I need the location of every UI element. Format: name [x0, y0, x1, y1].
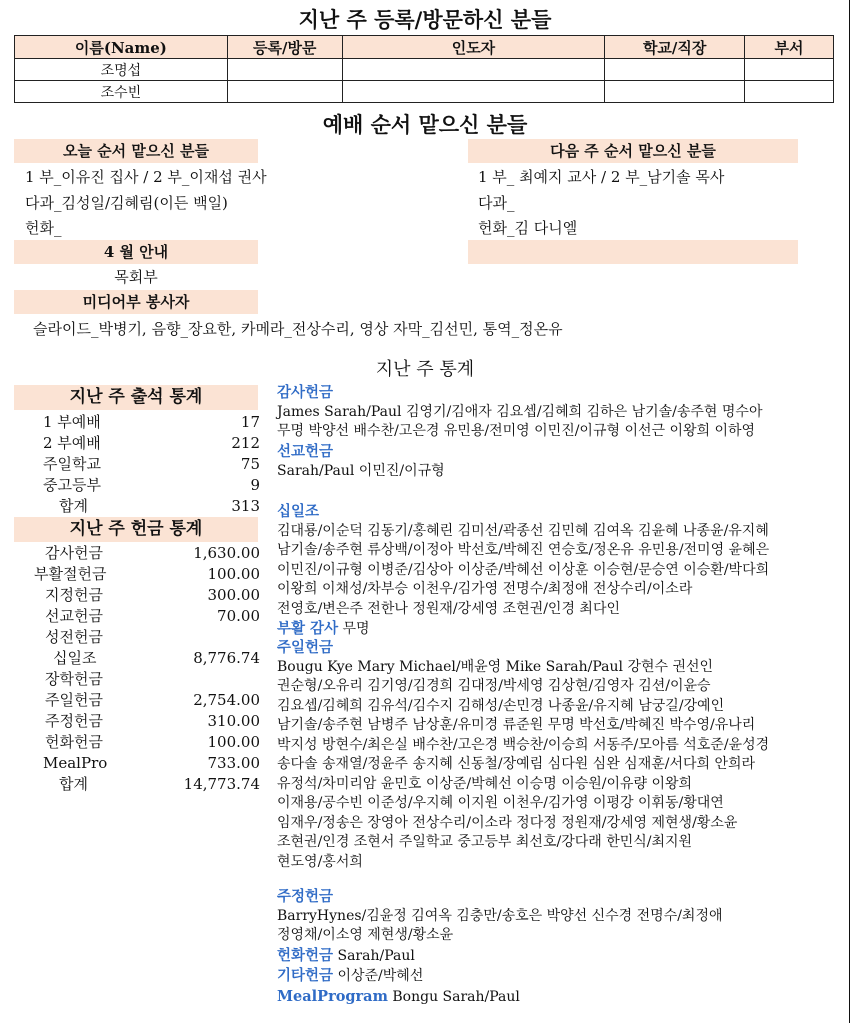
header-name: 이름(Name) [15, 36, 228, 59]
table-cell [605, 59, 745, 81]
flower-label: 헌화헌금 [277, 946, 334, 964]
offering-row [45, 543, 260, 564]
donor-line: 박지성 방현수/최은실 배수찬/고은경 백승찬/이승희 서동주/모아름 석호준/윤성경 [277, 736, 770, 753]
header-register-visit: 등록/방문 [227, 36, 342, 59]
mission-block [277, 442, 847, 481]
offering-value: 733.00 [207, 754, 260, 772]
offering-value: 2,754.00 [193, 691, 260, 709]
donor-line: 이민진/이규형 이병준/김상아 이상준/박혜선 이상훈 이승현/문승연 이승환/박다희 [277, 561, 770, 578]
offering-row [45, 711, 260, 732]
table-cell [227, 81, 342, 103]
offering-label: 주일헌금 [45, 691, 103, 709]
attendance-label: 합계 [59, 497, 88, 515]
donor-line: James Sarah/Paul 김영기/김애자 김요셉/김혜희 김하은 남기솔/송주현 명수아 [277, 403, 763, 420]
worship-title: 예배 순서 맡으신 분들 [322, 112, 528, 137]
donor-line: BarryHynes/김윤정 김여옥 김충만/송호은 박양선 신수경 전명수/최정애 [277, 907, 723, 924]
today-line-2: 다과_김성일/김혜림(이든 백일) [25, 194, 228, 212]
table-header-row [15, 36, 834, 59]
offering-total-row [59, 774, 260, 795]
other-label: 기타헌금 [277, 967, 334, 984]
table-cell [745, 59, 834, 81]
attendance-value: 9 [250, 476, 260, 494]
stats-title: 지난 주 통계 [375, 359, 475, 380]
attendance-row [43, 454, 260, 475]
offering-row [45, 606, 260, 627]
offering-value: 8,776.74 [193, 649, 260, 667]
donor-line: 김대룡/이순덕 김동기/홍혜린 김미선/곽종선 김민혜 김여옥 김윤혜 나종윤/유지혜 [277, 522, 769, 539]
table-cell [342, 59, 605, 81]
thanks-block [277, 383, 847, 442]
registration-table [14, 35, 834, 103]
donor-line: 정영채/이소영 제현생/황소윤 [277, 927, 454, 943]
today-line-1: 1 부_이유진 집사 / 2 부_이재섭 권사 [25, 168, 267, 186]
table-cell [745, 81, 834, 103]
offering-row [45, 627, 260, 648]
donor-line: 임재우/정송은 장영아 전상수리/이소라 정다정 정원재/강세영 제현생/황소윤 [277, 814, 738, 831]
table-row [15, 59, 834, 81]
attendance-total-row [59, 496, 260, 517]
meal-label: MealProgram [277, 987, 388, 1005]
offering-label: 지정헌금 [45, 586, 103, 604]
attendance-label: 주일학교 [43, 455, 101, 473]
attendance-value: 17 [240, 413, 260, 431]
donor-line: Bougu Kye Mary Michael/배윤영 Mike Sarah/Paul 강현수 권선인 [277, 658, 714, 675]
donor-line: 권순형/오유리 김기영/김경희 김대정/박세영 김상현/김영자 김션/이윤승 [277, 678, 711, 694]
april-header: 4 월 안내 [14, 240, 258, 264]
offering-label: MealPro [43, 754, 108, 772]
sunday-label: 주일헌금 [277, 639, 334, 656]
today-line-3: 헌화_ [25, 219, 62, 237]
offering-label: 헌화헌금 [45, 733, 103, 751]
offering-row [45, 669, 260, 690]
donor-line: 무명 [342, 621, 370, 637]
donor-line: 전영호/변은주 전한나 정원재/강세영 조현권/인경 최다인 [277, 600, 621, 617]
offering-value: 14,773.74 [183, 775, 260, 793]
offering-row [53, 648, 260, 669]
sunday-block [277, 638, 847, 872]
next-line-3: 헌화_김 다니엘 [478, 219, 578, 237]
attendance-row [43, 412, 260, 433]
easter-label: 부활 감사 [277, 620, 339, 637]
attendance-value: 212 [231, 434, 260, 452]
other-line [277, 966, 847, 987]
offering-row [45, 585, 260, 606]
table-cell [342, 81, 605, 103]
donor-line: 무명 박양선 배수찬/고은경 유민용/전미영 이민진/이규형 이선근 이왕희 이하영 [277, 423, 756, 439]
today-header: 오늘 순서 맡으신 분들 [14, 139, 258, 163]
donor-line: 남기솔/송주현 남병주 남상훈/유미경 류준원 무명 박선호/박혜진 박수영/유나리 [277, 717, 756, 733]
donor-line: 이재용/공수빈 이준성/우지혜 이지원 이천우/김가영 이평강 이휘동/황대연 [277, 795, 724, 811]
designated-label: 주정헌금 [277, 888, 334, 905]
donor-line: 유정석/차미리암 윤민호 이상준/박혜선 이승명 이승원/이유량 이왕희 [277, 775, 693, 792]
table-row [15, 81, 834, 103]
offering-label: 선교헌금 [45, 607, 103, 625]
offering-label: 감사헌금 [45, 544, 103, 562]
attendance-header: 지난 주 출석 통계 [14, 385, 258, 410]
offering-value: 70.00 [217, 607, 260, 625]
designated-block [277, 887, 847, 1007]
attendance-label: 1 부예배 [43, 413, 101, 431]
table-cell [605, 81, 745, 103]
donor-line: 이왕희 이채성/차부승 이천우/김가영 전명수/최정애 전상수리/이소라 [277, 581, 693, 597]
next-line-1: 1 부_ 최예지 교사 / 2 부_남기솔 목사 [478, 168, 725, 186]
offering-header: 지난 주 헌금 통계 [14, 517, 258, 542]
flower-line [277, 946, 847, 967]
offering-value: 100.00 [207, 565, 260, 583]
offering-label: 십일조 [53, 649, 97, 667]
table-cell: 조명섭 [15, 59, 228, 81]
attendance-label: 중고등부 [43, 476, 101, 494]
attendance-label: 2 부예배 [43, 434, 101, 452]
donor-line: 송다솔 송재열/정윤주 송지혜 신동철/장예림 심다원 심완 심재훈/서다희 안희라 [277, 756, 756, 772]
table-cell: 조수빈 [15, 81, 228, 103]
offering-value: 100.00 [207, 733, 260, 751]
donor-line: 김요셉/김혜희 김유석/김수지 김해성/손민경 나종윤/유지혜 남궁길/강예인 [277, 697, 725, 714]
attendance-row [43, 433, 260, 454]
april-line: 목회부 [114, 268, 158, 286]
tithe-block [277, 502, 847, 619]
offering-label: 주정헌금 [45, 712, 103, 730]
offering-value: 1,630.00 [193, 544, 260, 562]
next-header: 다음 주 순서 맡으신 분들 [468, 139, 798, 163]
donor-line: 현도영/홍서희 [277, 853, 363, 870]
offering-row [45, 732, 260, 753]
offering-label: 부활절헌금 [34, 565, 107, 583]
tithe-label: 십일조 [277, 503, 320, 520]
next-line-2: 다과_ [478, 194, 515, 212]
attendance-row [43, 475, 260, 496]
donor-line: 이상준/박혜선 [337, 968, 424, 984]
media-header: 미디어부 봉사자 [14, 290, 258, 314]
thanks-label: 감사헌금 [277, 384, 334, 401]
registration-title: 지난 주 등록/방문하신 분들 [298, 7, 552, 32]
offering-label: 장학헌금 [45, 670, 103, 688]
attendance-value: 75 [240, 455, 260, 473]
donor-line: 조현권/인경 조현서 주일학교 중고등부 최선호/강다래 한민식/최지원 [277, 834, 693, 850]
offering-label: 합계 [59, 775, 88, 793]
header-school-work: 학교/직장 [605, 36, 745, 59]
offering-value: 300.00 [207, 586, 260, 604]
donor-line: 남기솔/송주현 류상백/이정아 박선호/박혜진 연승호/정온유 유민용/전미영 윤혜은 [277, 542, 770, 558]
donor-line: Sarah/Paul 이민진/이규형 [277, 462, 445, 479]
header-department: 부서 [745, 36, 834, 59]
offering-row [45, 690, 260, 711]
donor-line: Bongu Sarah/Paul [392, 988, 520, 1005]
mission-label: 선교헌금 [277, 443, 334, 460]
next-blank-bar [468, 240, 798, 264]
offering-value: 310.00 [207, 712, 260, 730]
offering-row [34, 564, 260, 585]
table-cell [227, 59, 342, 81]
media-line: 슬라이드_박병기, 음향_장요한, 카메라_전상수리, 영상 자막_김선민, 통역_정온유 [33, 320, 563, 338]
donor-line: Sarah/Paul [337, 947, 415, 964]
meal-line [277, 987, 847, 1008]
attendance-value: 313 [231, 497, 260, 515]
offering-row [43, 753, 260, 774]
easter-block [277, 619, 847, 640]
header-guide: 인도자 [342, 36, 605, 59]
offering-label: 성전헌금 [45, 628, 103, 646]
